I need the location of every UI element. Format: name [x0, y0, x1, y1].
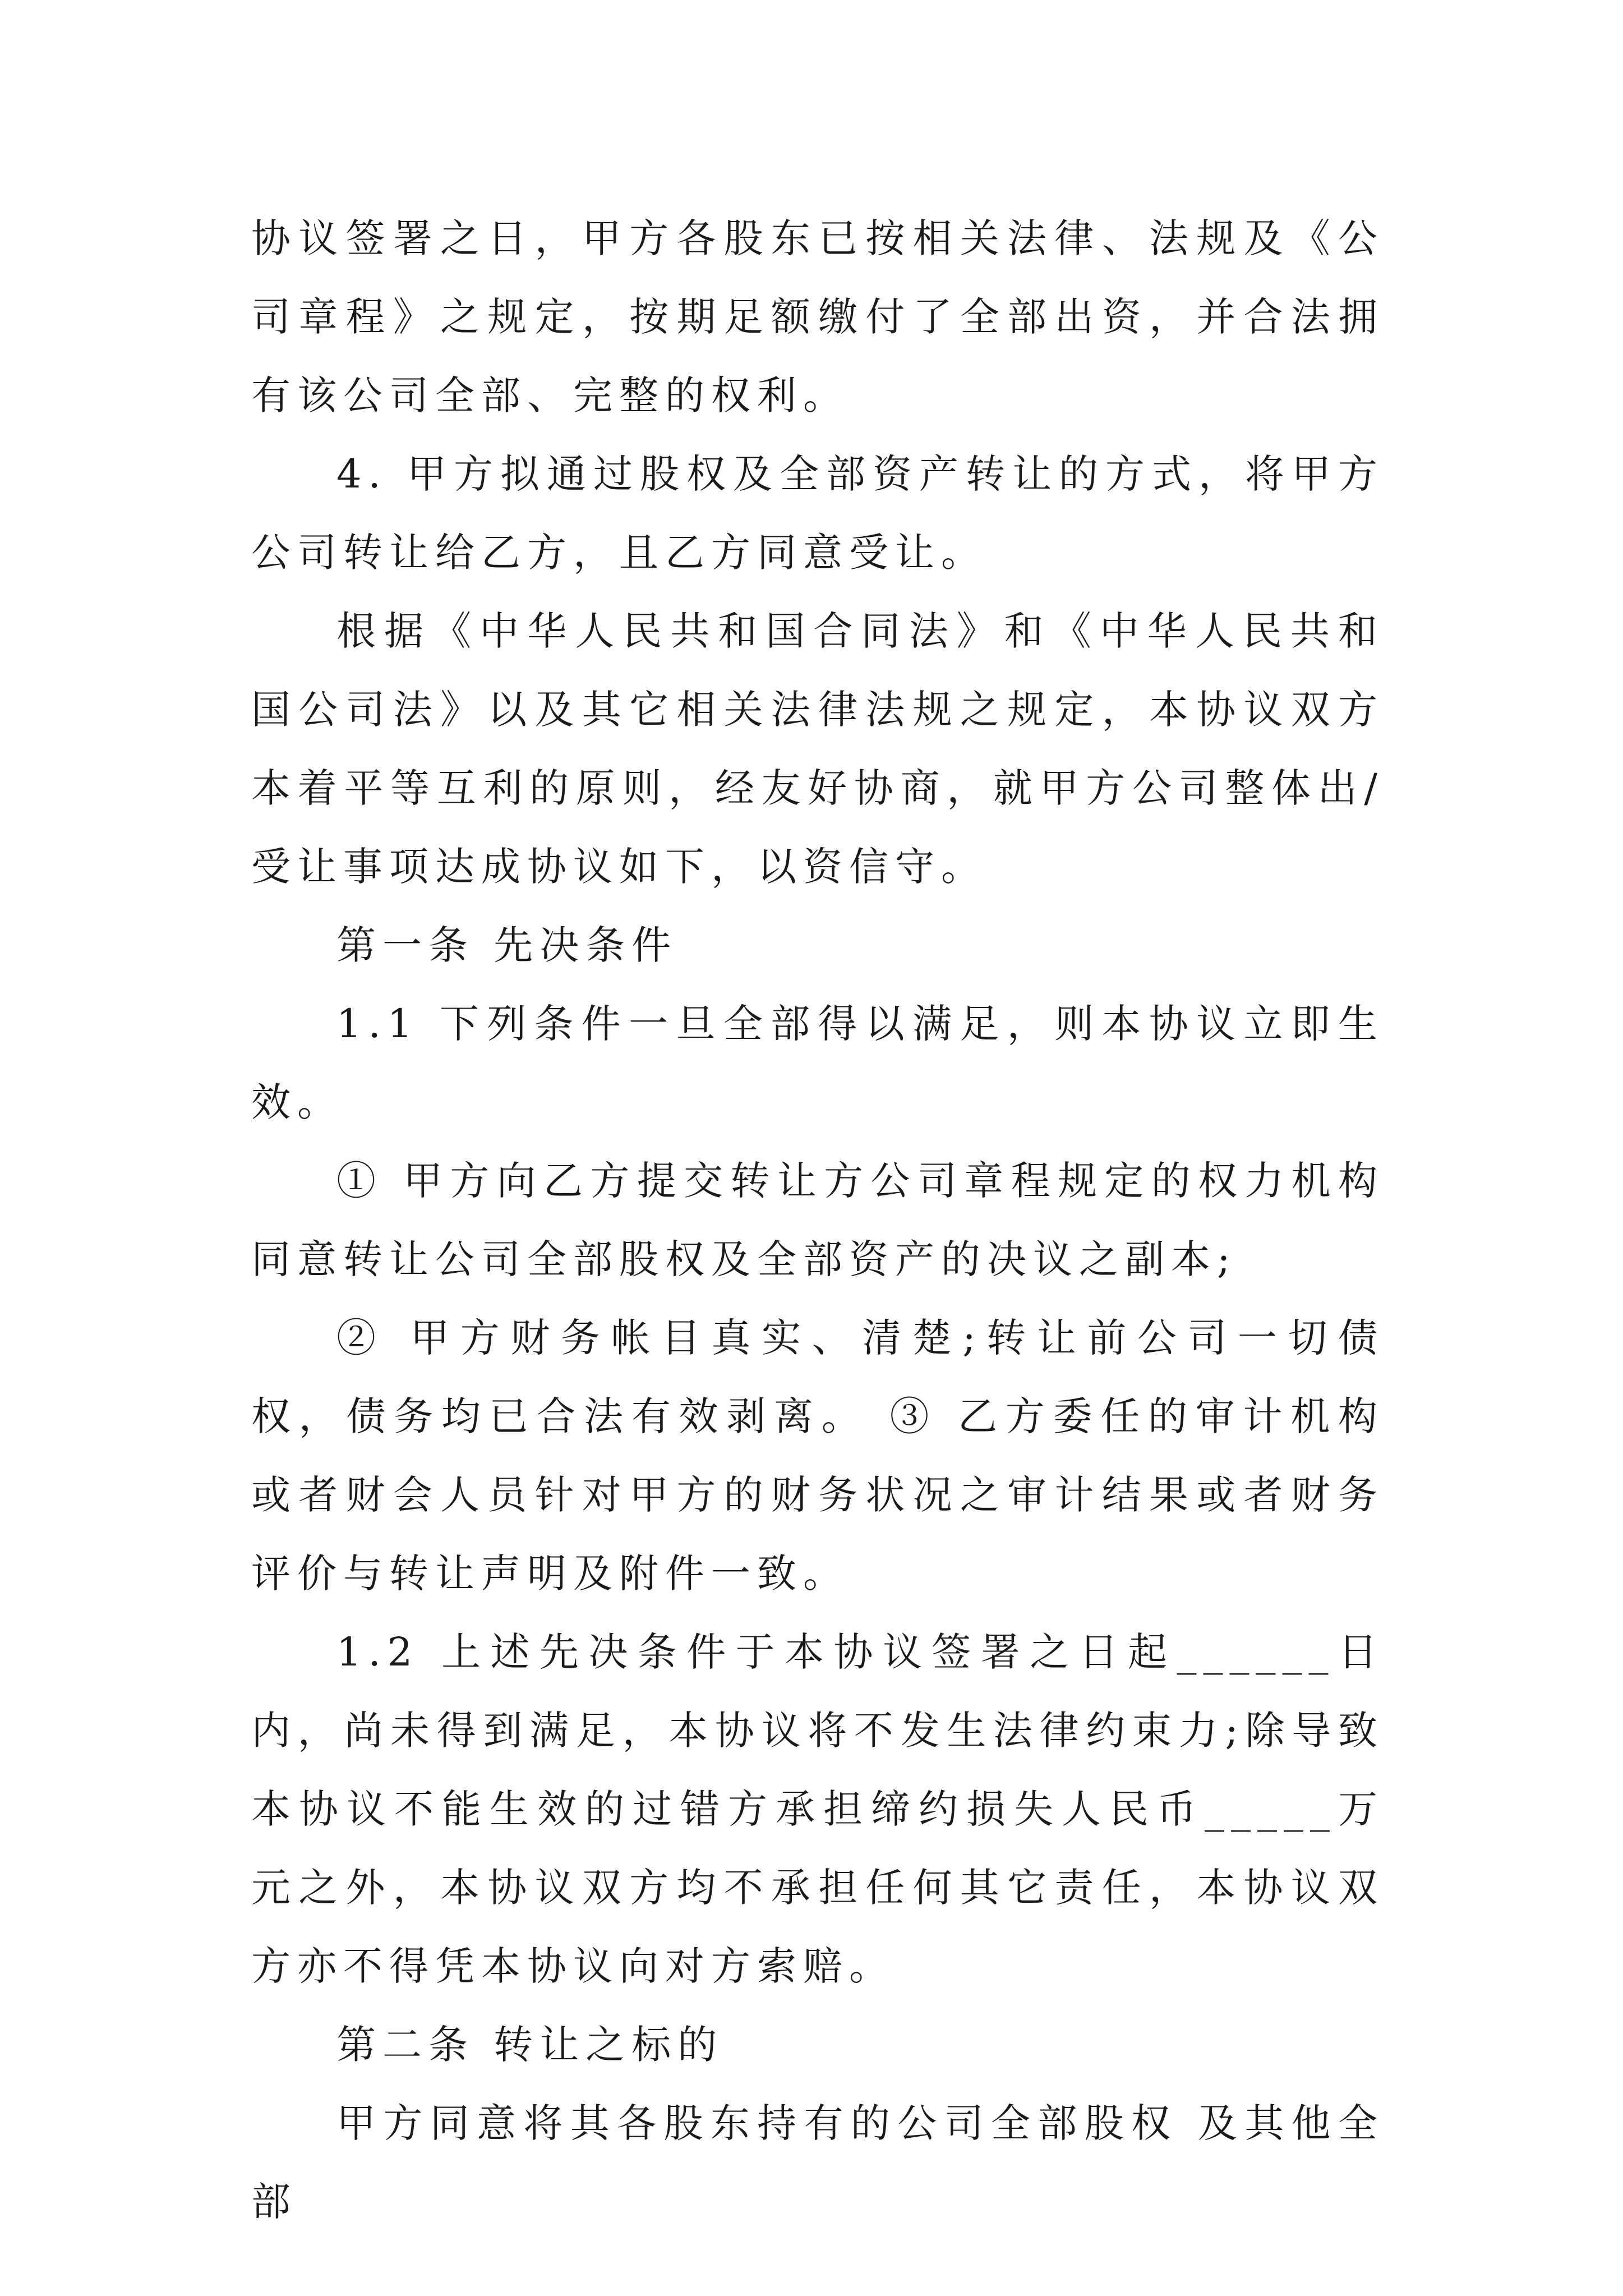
clause-1-2: 1.2 上述先决条件于本协议签署之日起______日内，尚未得到满足，本协议将不发生法律约束力;除导致本协议不能生效的过错方承担缔约损失人民币_____万元之外，本协议双方均不承担任何其它责任，本协议双方亦不得凭本协议向对方索赔。 — [251, 1629, 1384, 1989]
document-body — [251, 199, 1384, 2241]
condition-1: ① 甲方向乙方提交转让方公司章程规定的权力机构同意转让公司全部股权及全部资产的决议之副本; — [251, 1158, 1384, 1282]
paragraph-continuation: 协议签署之日，甲方各股东已按相关法律、法规及《公司章程》之规定，按期足额缴付了全部出资，并合法拥有该公司全部、完整的权利。 — [251, 215, 1384, 418]
paragraph-transfer-subject: 甲方同意将其各股东持有的公司全部股权 及其他全部 — [251, 2100, 1384, 2225]
paragraph-legal-basis: 根据《中华人民共和国合同法》和《中华人民共和国公司法》以及其它相关法律法规之规定，本协议双方本着平等互利的原则，经友好协商，就甲方公司整体出/受让事项达成协议如下，以资信守。 — [251, 608, 1384, 890]
condition-2-3: ② 甲方财务帐目真实、清楚;转让前公司一切债权，债务均已合法有效剥离。 ③ 乙方委任的审计机构或者财会人员针对甲方的财务状况之审计结果或者财务评价与转让声明及附件一致。 — [251, 1315, 1384, 1596]
article-1-heading: 第一条 先决条件 — [336, 922, 678, 968]
article-2-heading: 第二条 转让之标的 — [336, 2022, 724, 2068]
paragraph-item-4: 4. 甲方拟通过股权及全部资产转让的方式，将甲方公司转让给乙方，且乙方同意受让。 — [251, 451, 1384, 576]
clause-1-1: 1.1 下列条件一旦全部得以满足，则本协议立即生效。 — [251, 1001, 1384, 1125]
